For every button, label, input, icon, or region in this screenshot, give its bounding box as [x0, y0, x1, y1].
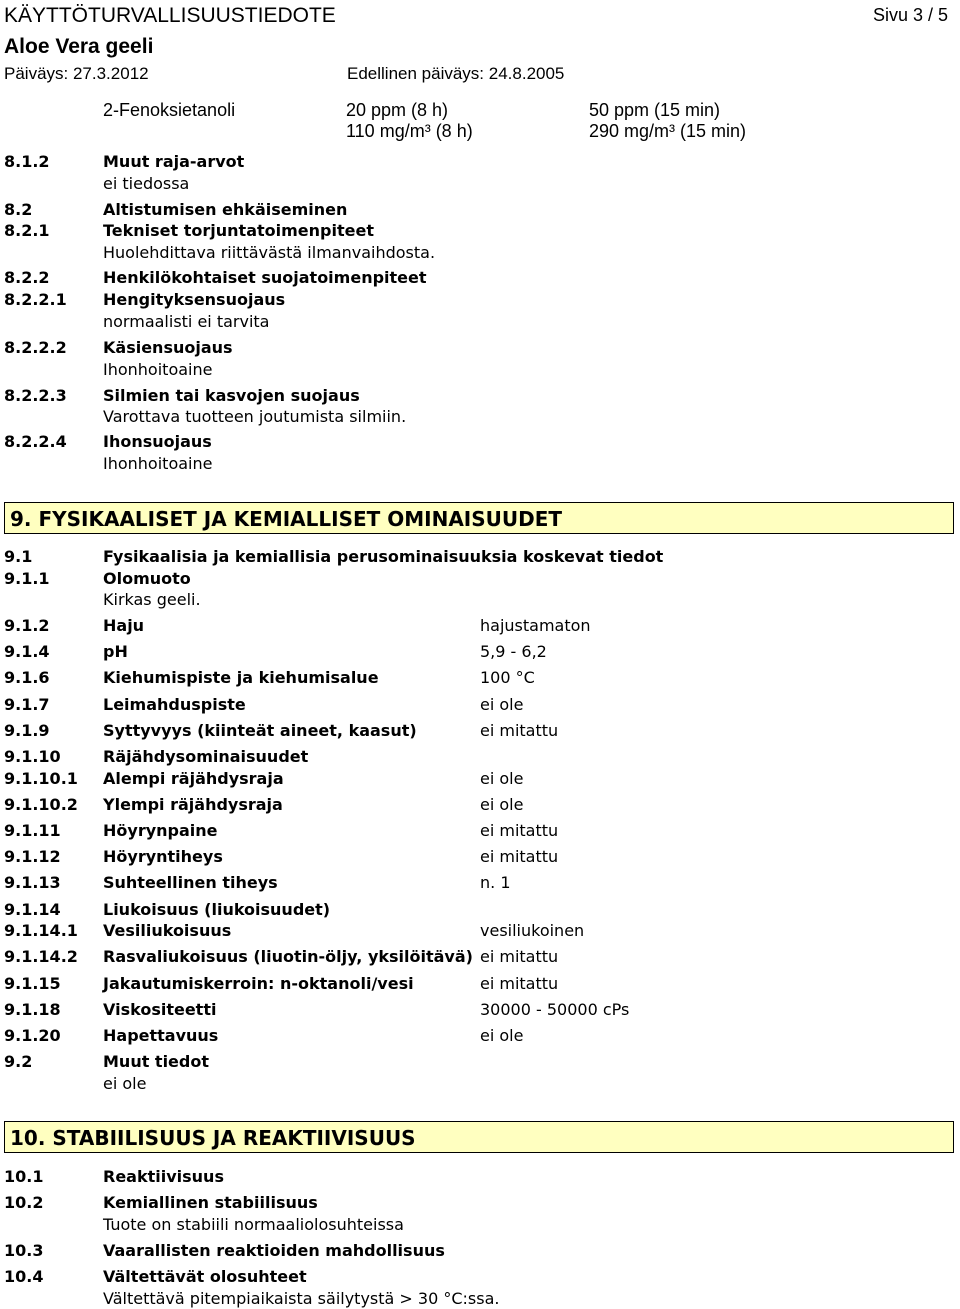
property-value: ei ole [480, 795, 524, 814]
property-label: pH [103, 642, 128, 661]
limit-stel-ppm: 50 ppm (15 min) [589, 100, 721, 120]
section-heading: Altistumisen ehkäiseminen [103, 200, 348, 219]
property-value: 100 °C [480, 668, 535, 687]
property-label: Haju [103, 616, 145, 635]
section-number: 8.2.2.2 [4, 338, 67, 357]
section-text: Ihonhoitoaine [103, 454, 213, 473]
section-heading: Hengityksensuojaus [103, 290, 286, 309]
property-label: Viskositeetti [103, 1000, 217, 1019]
section-heading: Muut tiedot [103, 1052, 209, 1071]
section-text: Varottava tuotteen joutumista silmiin. [103, 407, 407, 426]
property-number: 9.1.14 [4, 900, 61, 919]
section-text: normaalisti ei tarvita [103, 312, 270, 331]
property-number: 9.1.13 [4, 873, 61, 892]
property-label: Höyryntiheys [103, 847, 223, 866]
section-text: Vältettävä pitempiaikaista säilytystä > 30 °C:ssa. [103, 1289, 500, 1308]
section-9-title: 9. FYSIKAALISET JA KEMIALLISET OMINAISUUDET [10, 507, 563, 531]
property-number: 9.1.18 [4, 1000, 61, 1019]
section-number: 8.2.2.4 [4, 432, 67, 451]
property-number: 9.1.10.1 [4, 769, 78, 788]
property-value: 30000 - 50000 cPs [480, 1000, 630, 1019]
limit-twa-ppm: 20 ppm (8 h) [346, 100, 449, 120]
property-number: 9.1.7 [4, 695, 50, 714]
property-label: Kiehumispiste ja kiehumisalue [103, 668, 379, 687]
property-label: Olomuoto [103, 569, 191, 588]
section-text: Tuote on stabiili normaaliolosuhteissa [103, 1215, 404, 1234]
property-value: n. 1 [480, 873, 511, 892]
page-number: Sivu 3 / 5 [873, 5, 949, 25]
section-text: ei tiedossa [103, 174, 190, 193]
property-number: 9.1.10 [4, 747, 61, 766]
property-value: ei ole [480, 1026, 524, 1045]
section-heading: Vaarallisten reaktioiden mahdollisuus [103, 1241, 445, 1260]
section-number: 10.2 [4, 1193, 44, 1212]
property-label: Rasvaliukoisuus (liuotin-öljy, yksilöitävä) [103, 947, 473, 966]
section-10-title: 10. STABIILISUUS JA REAKTIIVISUUS [10, 1126, 416, 1150]
property-label: Vesiliukoisuus [103, 921, 232, 940]
section-number: 8.2.1 [4, 221, 50, 240]
property-value: ei mitattu [480, 847, 559, 866]
section-heading: Käsiensuojaus [103, 338, 233, 357]
section-number: 10.3 [4, 1241, 44, 1260]
property-value: ei mitattu [480, 721, 559, 740]
property-number: 9.1.4 [4, 642, 50, 661]
property-label: Höyrynpaine [103, 821, 218, 840]
section-text: Huolehdittava riittävästä ilmanvaihdosta. [103, 243, 436, 262]
section-number: 8.2.2 [4, 268, 50, 287]
revision-date: Päiväys: 27.3.2012 [4, 64, 149, 83]
property-value: ei ole [480, 769, 524, 788]
section-number: 8.1.2 [4, 152, 50, 171]
property-value: vesiliukoinen [480, 921, 585, 940]
section-number: 8.2 [4, 200, 33, 219]
section-text: ei ole [103, 1074, 147, 1093]
property-label: Syttyvyys (kiinteät aineet, kaasut) [103, 721, 417, 740]
property-value: ei mitattu [480, 974, 559, 993]
limit-substance: 2-Fenoksietanoli [103, 100, 236, 120]
property-number: 9.1.12 [4, 847, 61, 866]
section-heading: Vältettävät olosuhteet [103, 1267, 307, 1286]
property-number: 9.1.15 [4, 974, 61, 993]
property-value: ei mitattu [480, 947, 559, 966]
property-text: Kirkas geeli. [103, 590, 201, 609]
section-number: 8.2.2.3 [4, 386, 67, 405]
section-text: Ihonhoitoaine [103, 360, 213, 379]
property-number: 9.1.6 [4, 668, 50, 687]
section-heading: Henkilökohtaiset suojatoimenpiteet [103, 268, 427, 287]
section-9-banner [4, 502, 954, 534]
section-number: 9.2 [4, 1052, 33, 1071]
section-number: 8.2.2.1 [4, 290, 67, 309]
property-value: ei ole [480, 695, 524, 714]
section-number: 9.1.1 [4, 569, 50, 588]
section-heading: Silmien tai kasvojen suojaus [103, 386, 360, 405]
property-label: Suhteellinen tiheys [103, 873, 278, 892]
property-label: Liukoisuus (liukoisuudet) [103, 900, 331, 919]
section-number: 10.4 [4, 1267, 44, 1286]
property-label: Ylempi räjähdysraja [103, 795, 283, 814]
section-number: 10.1 [4, 1167, 44, 1186]
section-heading: Tekniset torjuntatoimenpiteet [103, 221, 374, 240]
section-number: 9.1 [4, 547, 33, 566]
property-value: 5,9 - 6,2 [480, 642, 547, 661]
section-heading: Muut raja-arvot [103, 152, 245, 171]
document-title: KÄYTTÖTURVALLISUUSTIEDOTE [4, 4, 336, 27]
property-label: Jakautumiskerroin: n-oktanoli/vesi [103, 974, 414, 993]
property-label: Alempi räjähdysraja [103, 769, 284, 788]
property-label: Hapettavuus [103, 1026, 219, 1045]
property-number: 9.1.9 [4, 721, 50, 740]
property-number: 9.1.11 [4, 821, 61, 840]
section-10-banner [4, 1121, 954, 1153]
limit-twa-mg: 110 mg/m³ (8 h) [346, 121, 473, 141]
property-number: 9.1.14.2 [4, 947, 78, 966]
section-heading: Reaktiivisuus [103, 1167, 224, 1186]
property-label: Leimahduspiste [103, 695, 246, 714]
section-heading: Fysikaalisia ja kemiallisia perusominaisuuksia koskevat tiedot [103, 547, 664, 566]
property-value: ei mitattu [480, 821, 559, 840]
property-number: 9.1.14.1 [4, 921, 78, 940]
previous-date: Edellinen päiväys: 24.8.2005 [347, 64, 565, 83]
property-value: hajustamaton [480, 616, 591, 635]
section-heading: Ihonsuojaus [103, 432, 212, 451]
property-number: 9.1.10.2 [4, 795, 78, 814]
limit-stel-mg: 290 mg/m³ (15 min) [589, 121, 747, 141]
property-number: 9.1.20 [4, 1026, 61, 1045]
property-number: 9.1.2 [4, 616, 50, 635]
property-label: Räjähdysominaisuudet [103, 747, 309, 766]
product-name: Aloe Vera geeli [4, 35, 154, 58]
section-heading: Kemiallinen stabiilisuus [103, 1193, 318, 1212]
